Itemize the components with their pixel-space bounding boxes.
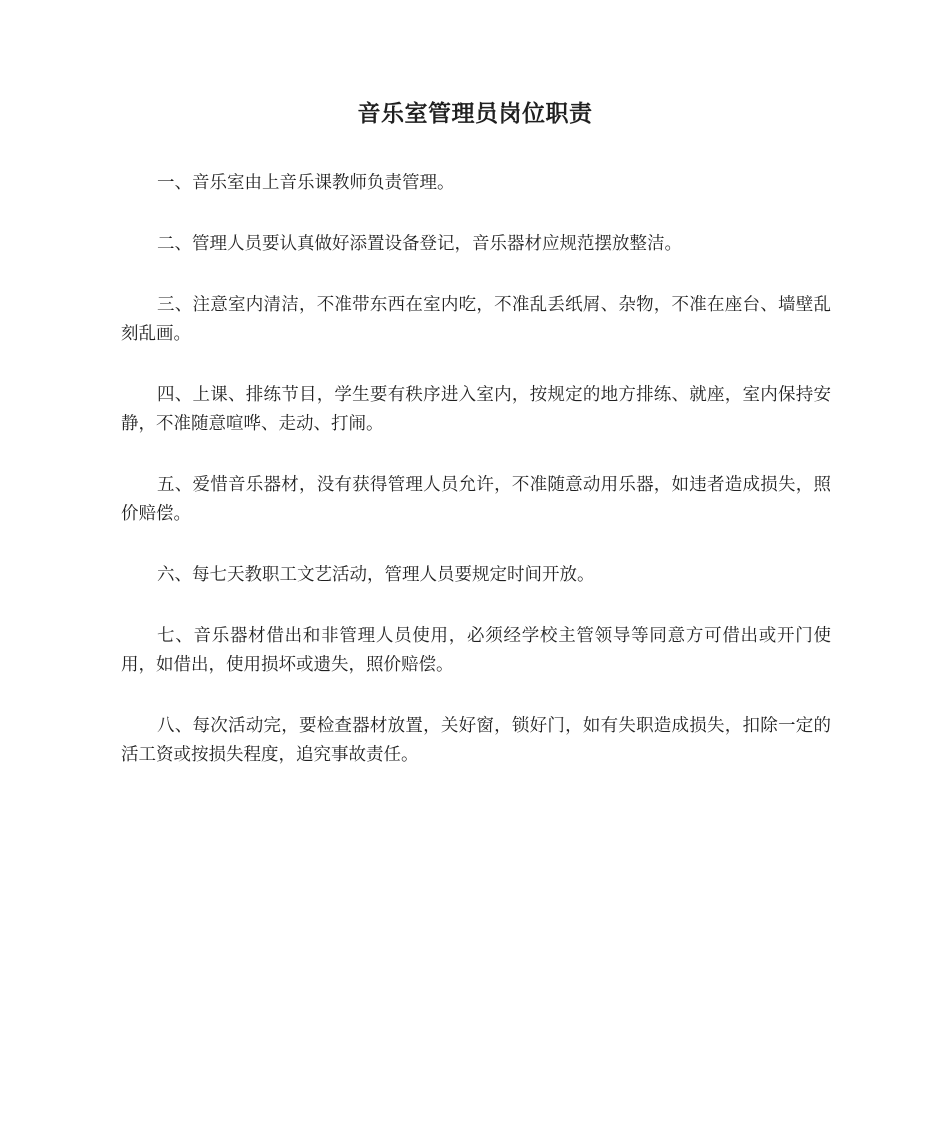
paragraph-2: 二、管理人员要认真做好添置设备登记，音乐器材应规范摆放整洁。	[157, 234, 682, 254]
document-body	[121, 169, 831, 802]
paragraph-3: 三、注意室内清洁，不准带东西在室内吃，不准乱丢纸屑、杂物，不准在座台、墙壁乱刻乱画。	[121, 295, 831, 344]
paragraph-1: 一、音乐室由上音乐课教师负责管理。	[157, 173, 455, 193]
paragraph-6: 六、每七天教职工文艺活动，管理人员要规定时间开放。	[157, 565, 595, 585]
paragraph-7: 七、音乐器材借出和非管理人员使用，必须经学校主管领导等同意方可借出或开门使用，如借出，使用损坏或遗失，照价赔偿。	[121, 626, 831, 675]
page-title: 音乐室管理员岗位职责	[357, 101, 593, 127]
paragraph-4: 四、上课、排练节目，学生要有秩序进入室内，按规定的地方排练、就座，室内保持安静，不准随意喧哗、走动、打闹。	[121, 385, 831, 434]
paragraph-5: 五、爱惜音乐器材，没有获得管理人员允许，不准随意动用乐器，如违者造成损失，照价赔偿。	[121, 475, 831, 524]
paragraph-8: 八、每次活动完，要检查器材放置，关好窗，锁好门，如有失职造成损失，扣除一定的活工资或按损失程度，追究事故责任。	[121, 716, 831, 765]
